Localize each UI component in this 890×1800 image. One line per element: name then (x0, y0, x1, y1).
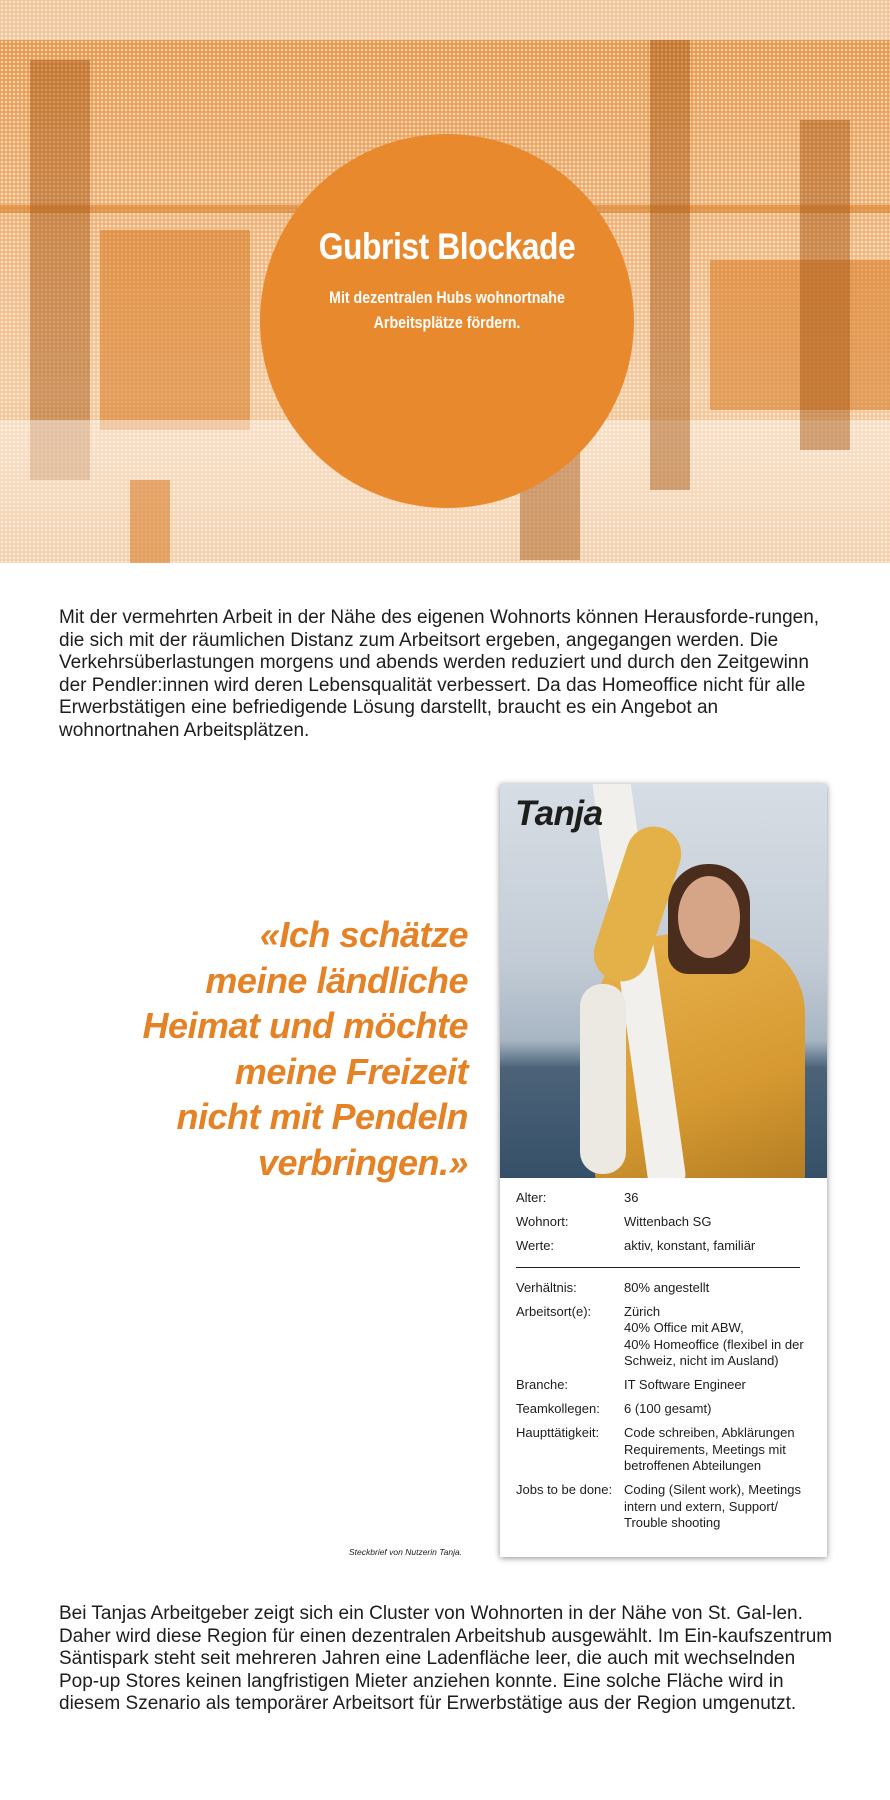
profile-row (516, 1304, 816, 1370)
quote-line: «Ich schätze (259, 914, 468, 955)
profile-value: 6 (100 gesamt) (624, 1401, 712, 1416)
profile-row (516, 1377, 816, 1394)
profile-details (516, 1190, 816, 1539)
profile-value: IT Software Engineer (624, 1377, 746, 1392)
quote-line: verbringen.» (257, 1141, 468, 1183)
profile-card (500, 784, 827, 1557)
profile-row (516, 1190, 816, 1207)
profile-row (516, 1214, 816, 1231)
profile-value: 36 (624, 1190, 639, 1205)
quote-line: meine Freizeit (234, 1050, 468, 1092)
profile-label: Arbeitsort(e): (516, 1303, 592, 1319)
pull-quote (120, 912, 468, 1185)
hero-subtitle-line: Mit dezentralen Hubs wohnortnahe (329, 289, 565, 307)
quote-line: nicht mit Pendeln (176, 1096, 468, 1137)
profile-caption: Steckbrief von Nutzerin Tanja. (349, 1547, 463, 1557)
profile-value: Code schreiben, Abklärungen Requirements, Meetings mit betroffenen Abteilungen (624, 1425, 795, 1473)
profile-label: Jobs to be done: (516, 1482, 613, 1497)
hero-subtitle (312, 286, 582, 336)
profile-value: Coding (Silent work), Meetings intern und extern, Support/ Trouble shooting (624, 1482, 802, 1530)
profile-value: Zürich 40% Office mit ABW, 40% Homeoffice (flexibel in der Schweiz, nicht im Ausland) (624, 1303, 804, 1368)
closing-paragraph: Bei Tanjas Arbeitgeber zeigt sich ein Cluster von Wohnorten in der Nähe von St. Gal-len. Daher wird diese Region für einen dezentralen Arbeitshub ausgewählt. Im Ein-kaufszentrum Säntispark steht seit mehreren Jahren eine Ladenfläche leer, die auch mit wechselnden Pop-up Stores keinen langfristigen Mieter anziehen konnte. Eine solche Fläche wird in diesem Szenario als temporärer Arbeitsort für Erwerbstätige aus der Region umgenutzt. (59, 1603, 833, 1714)
profile-row (516, 1280, 816, 1297)
profile-value: aktiv, konstant, familiär (624, 1238, 756, 1253)
quote-line: meine ländliche (205, 959, 468, 1001)
intro-paragraph: Mit der vermehrten Arbeit in der Nähe des eigenen Wohnorts können Herausforde-rungen, die sich mit der räumlichen Distanz zum Arbeitsort ergeben, angegangen werden. Die Verkehrsüberlastungen morgens und abends werden reduziert und durch den Zeitgewinn der Pendler:innen wird deren Lebensqualität verbessert. Da das Homeoffice nicht für alle Erwerbstätigen eine befriedigende Lösung darstellt, braucht es ein Angebot an wohnortnahen Arbeitsplätzen. (59, 607, 820, 741)
profile-label: Wohnort: (516, 1214, 569, 1229)
profile-value: 80% angestellt (624, 1279, 710, 1295)
profile-label: Teamkollegen: (516, 1401, 600, 1416)
profile-label: Branche: (516, 1377, 569, 1392)
profile-label: Werte: (516, 1238, 555, 1253)
profile-divider (516, 1267, 800, 1268)
profile-row (516, 1238, 816, 1255)
hero-title: Gubrist Blockade (318, 226, 576, 267)
quote-line: Heimat und möchte (142, 1005, 468, 1046)
profile-value: Wittenbach SG (624, 1214, 712, 1229)
profile-label: Alter: (516, 1190, 547, 1205)
profile-photo (500, 784, 827, 1178)
profile-label: Verhältnis: (516, 1279, 577, 1295)
hero-image (0, 0, 890, 563)
profile-name: Tanja (515, 794, 603, 833)
hero-subtitle-line: Arbeitsplätze fördern. (373, 314, 521, 332)
profile-row (516, 1482, 816, 1532)
profile-row (516, 1401, 816, 1418)
profile-row (516, 1425, 816, 1475)
profile-label: Haupttätigkeit: (516, 1425, 600, 1440)
